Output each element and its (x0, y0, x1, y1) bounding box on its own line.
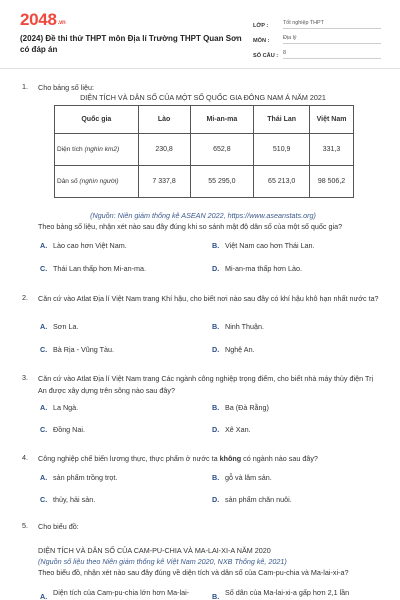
answer-option-b[interactable]: B. Số dân của Ma-lai-xi-a gấp hơn 2,1 lần (212, 588, 350, 600)
table-header-cell: Quốc gia (55, 106, 139, 134)
answer-option-a[interactable]: A. La Ngà. (40, 403, 79, 412)
question-prompt: Theo bảng số liệu, nhận xét nào sau đây đúng khi so sánh mật độ dân số của một số quốc gia? (38, 222, 343, 231)
meta-label: LỚP : (253, 23, 269, 29)
table-cell: 98 506,2 (310, 166, 354, 198)
table-cell: 55 295,0 (190, 166, 254, 198)
question-prompt: Công nghiệp chế biến lương thực, thực phẩm ở nước ta không có ngành nào sau đây? (38, 454, 318, 463)
question-number: 2. (22, 293, 28, 302)
answer-option-d[interactable]: D. Nghệ An. (212, 345, 255, 354)
question-prompt: Căn cứ vào Atlat Địa lí Việt Nam trang Khí hậu, cho biết nơi nào sau đây có khí hậu khô hạn nhất nước ta? (38, 294, 379, 303)
question-intro: Cho bảng số liệu: (38, 83, 94, 92)
table-row (55, 134, 354, 166)
table-header-row (55, 106, 354, 134)
answer-option-a[interactable]: A. Diện tích của Cam-pu-chia lớn hơn Ma-lai- (40, 588, 190, 600)
meta-class-row (253, 14, 381, 29)
question-prompt: Căn cứ vào Atlat Địa lí Việt Nam trang Các ngành công nghiệp trọng điểm, cho biết nhà máy thủy điện Trị An được xây dựng trên sông nào sau đây? (38, 374, 374, 395)
answer-option-c[interactable]: C. Bà Rịa - Vũng Tàu. (40, 345, 114, 354)
answer-option-d[interactable]: D. Xê Xan. (212, 425, 251, 434)
source-note: (Nguồn: Niên giám thống kê ASEAN 2022, https://www.aseanstats.org) (90, 211, 316, 220)
question-intro: Cho biểu đồ: (38, 522, 79, 531)
answer-option-b[interactable]: B. Ba (Đà Rằng) (212, 403, 269, 412)
table-header-cell: Mi-an-ma (190, 106, 254, 134)
meta-label: MÔN : (253, 38, 270, 44)
table-title: DIỆN TÍCH VÀ DÂN SỐ CỦA MỘT SỐ QUỐC GIA ĐÔNG NAM Á NĂM 2021 (80, 93, 326, 102)
row-header: Dân số (nghìn người) (55, 166, 139, 198)
answer-option-b[interactable]: B. Việt Nam cao hơn Thái Lan. (212, 241, 315, 250)
table-row (55, 166, 354, 198)
question-number: 5. (22, 521, 28, 530)
exam-title: (2024) Đề thi thử THPT môn Địa lí Trường THPT Quan Sơn có đáp án (20, 34, 242, 54)
answer-option-c[interactable]: C. Đồng Nai. (40, 425, 85, 434)
table-cell: 331,3 (310, 134, 354, 166)
table-cell: 510,9 (254, 134, 310, 166)
table-header-cell: Thái Lan (254, 106, 310, 134)
answer-option-b[interactable]: B. gỗ và lâm sản. (212, 473, 272, 482)
table-cell: 65 213,0 (254, 166, 310, 198)
meta-label: SỐ CÂU : (253, 53, 279, 59)
answer-option-c[interactable]: C. thủy, hải sản. (40, 495, 96, 504)
page-header (0, 0, 400, 69)
chart-title: DIỆN TÍCH VÀ DÂN SỐ CỦA CAM-PU-CHIA VÀ MA-LAI-XI-A NĂM 2020 (38, 546, 271, 555)
answer-option-a[interactable]: A. sản phẩm trồng trọt. (40, 473, 118, 482)
table-cell: 652,8 (190, 134, 254, 166)
data-table (54, 105, 354, 198)
answer-option-c[interactable]: C. Thái Lan thấp hơn Mi-an-ma. (40, 264, 147, 273)
question-number: 3. (22, 373, 28, 382)
meta-value: 8 (283, 50, 381, 59)
site-logo[interactable]: 2048.vn (20, 10, 66, 29)
answer-option-d[interactable]: D. Mi-an-ma thấp hơn Lào. (212, 264, 303, 273)
answer-option-a[interactable]: A. Sơn La. (40, 322, 79, 331)
source-note: (Nguồn số liệu theo Niên giám thống kê Việt Nam 2020, NXB Thống kê, 2021) (38, 557, 287, 566)
meta-value: Tốt nghiệp THPT (283, 20, 381, 29)
table-cell: 7 337,8 (138, 166, 190, 198)
meta-value: Địa lý (283, 35, 381, 44)
answer-option-b[interactable]: B. Ninh Thuận. (212, 322, 265, 331)
exam-meta (253, 14, 381, 59)
row-header: Diện tích (nghìn km2) (55, 134, 139, 166)
question-number: 4. (22, 453, 28, 462)
table-header-cell: Lào (138, 106, 190, 134)
answer-option-d[interactable]: D. sản phẩm chăn nuôi. (212, 495, 292, 504)
question-number: 1. (22, 82, 28, 91)
question-prompt: Theo biểu đồ, nhận xét nào sau đây đúng về diện tích và dân số của Cam-pu-chia và Ma-lai-xi-a? (38, 568, 349, 577)
answer-option-a[interactable]: A. Lào cao hơn Việt Nam. (40, 241, 127, 250)
meta-count-row (253, 44, 381, 59)
table-header-cell: Việt Nam (310, 106, 354, 134)
table-cell: 230,8 (138, 134, 190, 166)
meta-subject-row (253, 29, 381, 44)
